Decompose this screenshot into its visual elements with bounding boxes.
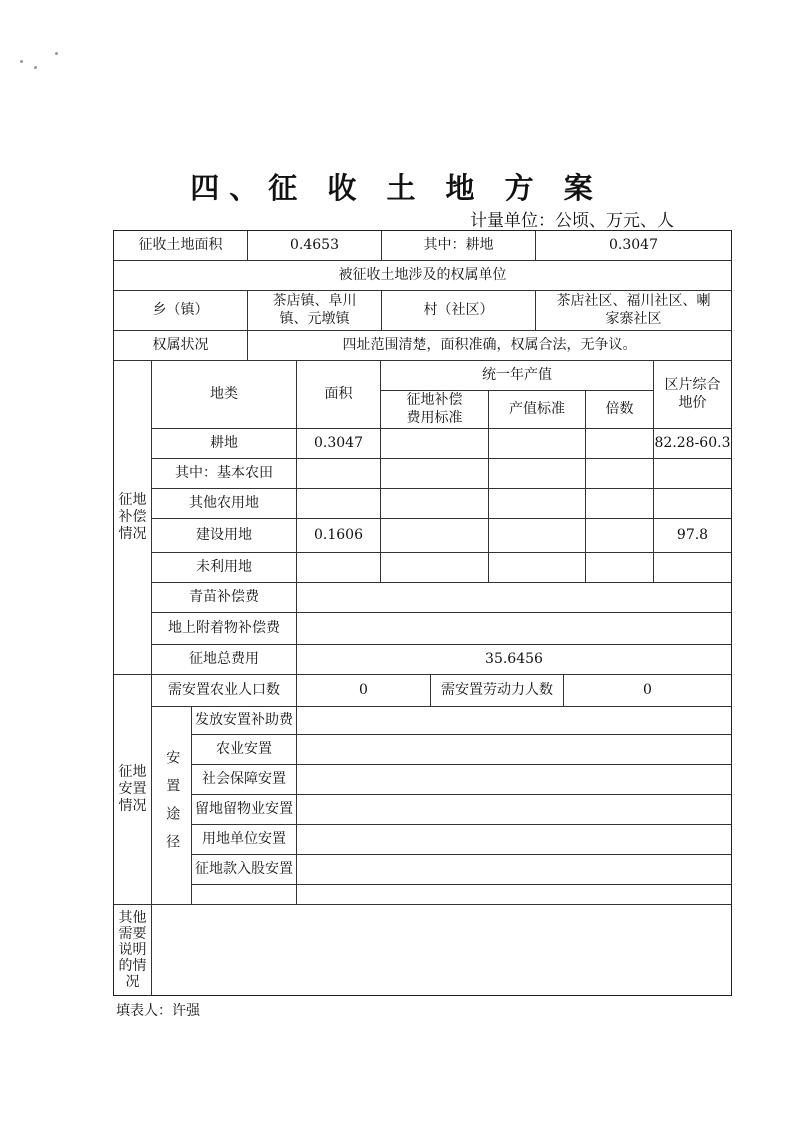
row-price: 82.28-60.3 [654, 429, 731, 459]
header-output-standard: 产值标准 [489, 391, 586, 429]
village-label: 村（社区） [382, 291, 536, 331]
header-multiplier: 倍数 [586, 391, 654, 429]
ownership-header: 被征收土地涉及的权属单位 [114, 261, 731, 291]
row-area: 0.3047 [297, 429, 381, 459]
row-area [297, 459, 381, 489]
ownership-status-label: 权属状况 [114, 331, 248, 361]
compensation-side-label: 征地补偿情况 [118, 492, 147, 542]
total-fee-label: 征地总费用 [152, 645, 297, 675]
cultivated-label: 其中：耕地 [382, 231, 536, 261]
page-title: 四、征 收 土 地 方 案 [190, 171, 603, 205]
village-value: 茶店社区、福川社区、喇家寨社区 [536, 291, 731, 331]
way-item: 社会保障安置 [192, 765, 297, 795]
unit-note: 计量单位：公顷、万元、人 [470, 211, 674, 231]
area-value: 0.4653 [248, 231, 382, 261]
way-item: 留地留物业安置 [192, 795, 297, 825]
header-annual-output: 统一年产值 [381, 361, 654, 391]
row-price [654, 459, 731, 489]
seedling-fee-label: 青苗补偿费 [152, 583, 297, 613]
area-label: 征收土地面积 [114, 231, 248, 261]
cultivated-value: 0.3047 [536, 231, 731, 261]
way-item: 发放安置补助费 [192, 707, 297, 735]
attachment-fee-label: 地上附着物补偿费 [152, 613, 297, 645]
total-fee-value: 35.6456 [297, 645, 731, 675]
other-notes-value [152, 905, 731, 995]
row-price: 97.8 [654, 519, 731, 553]
way-item: 用地单位安置 [192, 825, 297, 855]
row-price [654, 553, 731, 583]
row-label: 未利用地 [152, 553, 297, 583]
row-label: 耕地 [152, 429, 297, 459]
other-notes-label: 其他需要说明的情况 [118, 909, 147, 991]
town-value: 茶店镇、阜川镇、元墩镇 [248, 291, 382, 331]
population-value: 0 [297, 675, 431, 707]
form-filler: 填表人：许强 [116, 1003, 200, 1019]
row-label: 其他农用地 [152, 489, 297, 519]
row-area: 0.1606 [297, 519, 381, 553]
resettlement-side-label: 征地安置情况 [118, 764, 147, 814]
row-price [654, 489, 731, 519]
header-area: 面积 [297, 361, 381, 429]
header-land-type: 地类 [152, 361, 297, 429]
town-label: 乡（镇） [114, 291, 248, 331]
row-area [297, 553, 381, 583]
row-label: 其中：基本农田 [152, 459, 297, 489]
header-comp-standard: 征地补偿费用标准 [381, 391, 489, 429]
way-item: 征地款入股安置 [192, 855, 297, 885]
ownership-status-value: 四址范围清楚，面积准确，权属合法，无争议。 [248, 331, 731, 361]
row-label: 建设用地 [152, 519, 297, 553]
header-regional-price: 区片综合地价 [654, 361, 731, 429]
labor-value: 0 [564, 675, 731, 707]
way-item: 农业安置 [192, 735, 297, 765]
resettlement-way-label: 安置途径 [164, 749, 181, 862]
labor-label: 需安置劳动力人数 [431, 675, 564, 707]
population-label: 需安置农业人口数 [152, 675, 297, 707]
row-area [297, 489, 381, 519]
